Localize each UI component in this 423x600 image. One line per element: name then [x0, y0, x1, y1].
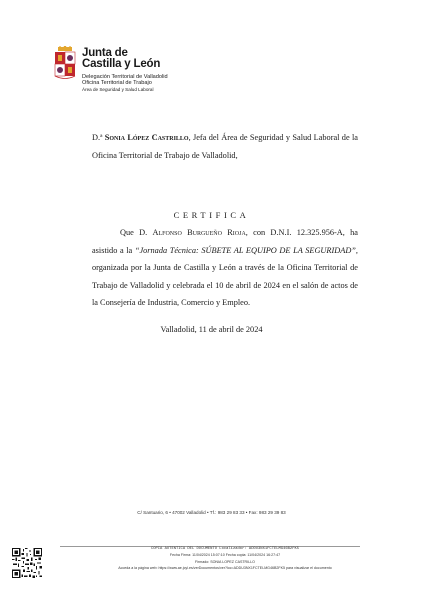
signer-name: Firmado: SONIA LOPEZ CASTRILLO [195, 559, 255, 564]
certification-paragraph [92, 224, 358, 312]
cert-intro: Que D. [120, 228, 153, 237]
event-name: “Jornada Técnica: SÚBETE AL EQUIPO DE LA SEGURIDAD” [134, 245, 356, 255]
verification-url[interactable]: Acceda a la página web: https://www.ae.jcyl.es/verDocumentos/ver?loc=ADDU3NX1FCTELMG46B2FK5 para visualizar el documento [118, 566, 332, 571]
issuer-role: , Jefa del Área de Seguridad y Salud Laboral de la Oficina Territorial de Trabajo de Valladolid, [92, 133, 358, 160]
verification-block [60, 546, 390, 572]
issuer-prefix: D.ª [92, 133, 105, 142]
qr-code-icon [12, 548, 42, 578]
org-name-line1: Junta de [82, 47, 128, 59]
office-address: C/ Santuario, 6 • 47002 Valladolid • Tf.: 983 29 83 33 • Fax: 983 29 39 83 [137, 510, 286, 515]
cert-details: , organizada por la Junta de Castilla y León a través de la Oficina Territorial de Trabajo de Valladolid y celebrada el 10 de abril de 2024 en el salón de actos de la Consejería de Industria, Comercio y Empleo. [92, 245, 358, 307]
org-area: Área de Seguridad y Salud Laboral [82, 86, 154, 92]
organization-block [82, 48, 342, 92]
signature-dates: Fecha Firma: 11/04/2024 15:07:10 Fecha copia: 11/04/2024 16:27:47 [169, 553, 281, 558]
authentic-copy-locator: COPIA AUTENTICA DEL DOCUMENTO Localizador: ADDU3NX1FCTELMG46B2FK5 [150, 547, 300, 551]
junta-castilla-leon-logo-icon [52, 46, 78, 80]
attendee-name: Alfonso Burgueño Rioja [152, 228, 246, 237]
issuer-name: Sonia López Castrillo [104, 133, 189, 142]
cert-id: , con D.N.I. 12.325.956-A, ha asistido a la [92, 228, 358, 255]
issue-date: Valladolid, 11 de abril de 2024 [160, 325, 263, 334]
org-delegation: Delegación Territorial de Valladolid [82, 74, 168, 80]
org-name-line2: Castilla y León [82, 58, 161, 70]
org-office: Oficina Territorial de Trabajo [82, 80, 152, 87]
issuer-paragraph [92, 129, 358, 164]
certifica-title: CERTIFICA [173, 210, 250, 220]
